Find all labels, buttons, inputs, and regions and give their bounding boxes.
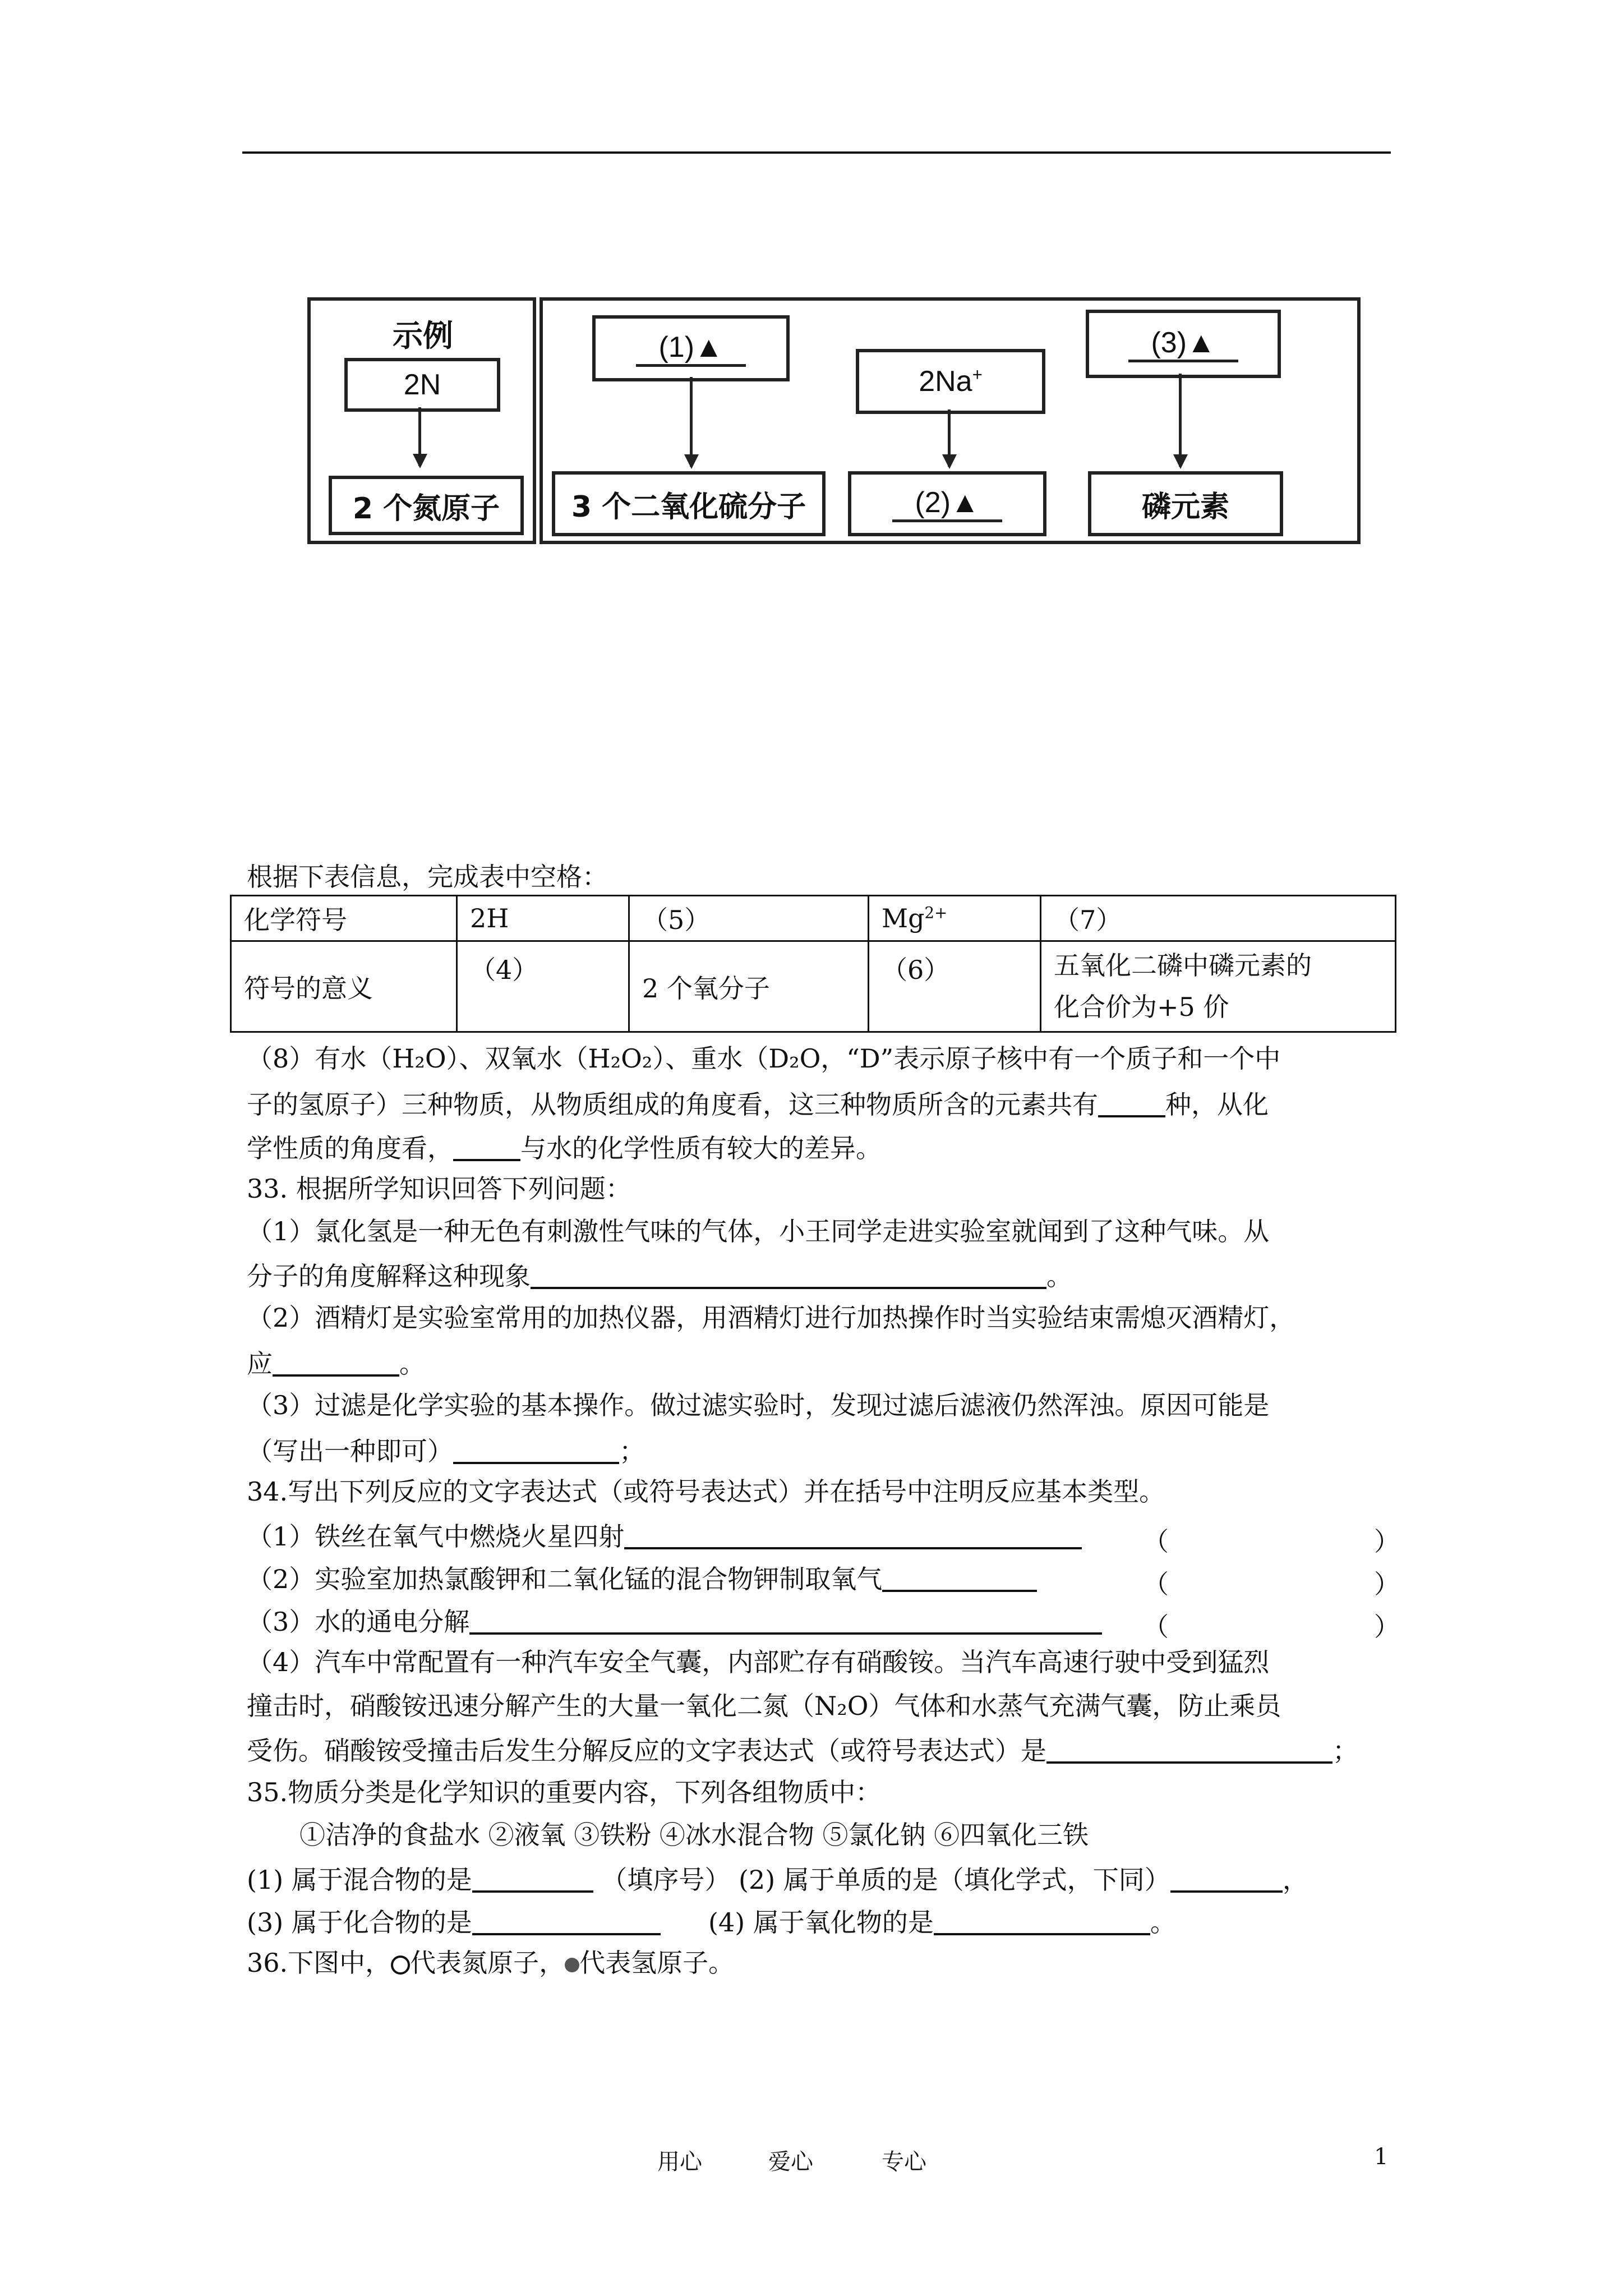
blank-box-1 <box>592 315 790 381</box>
blank-box-2 <box>848 471 1046 536</box>
answer-blank[interactable] <box>1098 1089 1165 1117</box>
type-paren-close: ） <box>1374 1569 1400 1599</box>
blank-1: (1)▲ <box>636 330 745 367</box>
type-paren-open: （ <box>1143 1569 1169 1599</box>
symbol-2: 2Na+ <box>919 365 983 398</box>
answer-blank[interactable] <box>472 1907 661 1935</box>
q33-p2-line2: 应 。 <box>247 1349 425 1379</box>
q33-p2-line1: （2）酒精灯是实验室常用的加热仪器，用酒精灯进行加热操作时当实验结束需熄灭酒精灯， <box>247 1303 1295 1333</box>
type-paren-open: （ <box>1143 1526 1169 1557</box>
type-paren-close: ） <box>1374 1612 1400 1642</box>
arrow-icon <box>948 409 951 467</box>
answer-blank[interactable] <box>531 1261 1046 1289</box>
example-meaning-box <box>329 476 524 535</box>
answer-blank[interactable] <box>469 1607 1102 1635</box>
page-number: 1 <box>1374 2144 1389 2170</box>
q34-r4-line3: 受伤。硝酸铵受撞击后发生分解反应的文字表达式（或符号表达式）是 ； <box>247 1736 1358 1766</box>
table-cell: $Mg^{2+}$ <box>869 896 1041 941</box>
q35-line2: (3) 属于化合物的是 (4) 属于氧化物的是 。 <box>247 1907 1176 1938</box>
answer-blank[interactable] <box>1046 1736 1332 1764</box>
answer-blank[interactable] <box>882 1564 1037 1592</box>
q32-p8-line2: 子的氢原子）三种物质，从物质组成的角度看，这三种物质所含的元素共有 种，从化 <box>247 1089 1269 1120</box>
answer-blank[interactable] <box>453 1133 520 1161</box>
table-cell: 符号的意义 <box>231 941 457 1032</box>
example-title: 示例 <box>393 318 453 353</box>
table-cell: （4） <box>457 941 629 1032</box>
q33-p1-line2: 分子的角度解释这种现象 。 <box>247 1261 1072 1291</box>
q34-reaction-3: （3）水的通电分解 <box>247 1607 1102 1635</box>
footer-motto-1: 用心 <box>657 2149 702 2175</box>
q35-items: ①洁净的食盐水 ②液氧 ③铁粉 ④冰水混合物 ⑤氯化钠 ⑥四氧化三铁 <box>299 1820 1089 1850</box>
header-rule <box>242 151 1391 154</box>
meaning-box-3 <box>1088 471 1283 536</box>
q35-line1: (1) 属于混合物的是 （填序号） (2) 属于单质的是（填化学式，下同） ， <box>247 1865 1308 1895</box>
arrow-icon <box>690 377 693 467</box>
table-cell: （7） <box>1041 896 1396 941</box>
q33-p1-line1: （1）氯化氢是一种无色有刺激性气味的气体，小王同学走进实验室就闻到了这种气味。从 <box>247 1216 1270 1246</box>
q36-title: 36.下图中， 代表氮原子， 代表氢原子。 <box>247 1948 735 1978</box>
example-meaning: 2 个氮原子 <box>352 491 500 526</box>
symbol-table <box>230 895 1396 1033</box>
q34-reaction-2: （2）实验室加热氯酸钾和二氧化锰的混合物钾制取氧气 <box>247 1564 1037 1592</box>
q33-p3-line1: （3）过滤是化学实验的基本操作。做过滤实验时，发现过滤后滤液仍然浑浊。原因可能是 <box>247 1390 1270 1420</box>
table-cell: （6） <box>869 941 1041 1032</box>
answer-blank[interactable] <box>472 1865 593 1893</box>
type-paren-open: （ <box>1143 1612 1169 1642</box>
meaning-box-1 <box>552 471 826 536</box>
table-row <box>231 941 1396 1032</box>
table-cell: 化学符号 <box>231 896 457 941</box>
q33-title: 33. 根据所学知识回答下列问题： <box>247 1174 631 1204</box>
q35-title: 35.物质分类是化学知识的重要内容，下列各组物质中： <box>247 1777 882 1807</box>
answer-blank[interactable] <box>624 1521 1082 1549</box>
table-intro: 根据下表信息，完成表中空格： <box>247 862 608 892</box>
answer-blank[interactable] <box>453 1436 619 1464</box>
example-symbol: 2N <box>403 369 441 401</box>
arrow-icon <box>418 407 421 466</box>
table-row <box>231 896 1396 941</box>
q34-reaction-1: （1）铁丝在氧气中燃烧火星四射 <box>247 1521 1082 1549</box>
example-symbol-box <box>344 358 500 412</box>
q34-r4-line1: （4）汽车中常配置有一种汽车安全气囊，内部贮存有硝酸铵。当汽车高速行驶中受到猛烈 <box>247 1647 1270 1677</box>
meaning-3: 磷元素 <box>1141 490 1229 524</box>
blank-2: (2)▲ <box>892 486 1002 522</box>
answer-blank[interactable] <box>1170 1865 1283 1893</box>
blank-3: (3)▲ <box>1128 326 1238 362</box>
arrow-icon <box>1179 374 1182 467</box>
symbol-box-2 <box>856 349 1045 414</box>
answer-blank[interactable] <box>273 1349 399 1377</box>
blank-box-3 <box>1086 310 1281 378</box>
q32-p8-line1: （8）有水（H₂O）、双氧水（H₂O₂）、重水（D₂O，“D”表示原子核中有一个质子和一个中 <box>247 1043 1281 1074</box>
table-cell: 五氧化二磷中磷元素的 化合价为+5 价 <box>1041 941 1396 1032</box>
q33-p3-line2: （写出一种即可） ； <box>247 1436 645 1466</box>
q34-r4-line2: 撞击时，硝酸铵迅速分解产生的大量一氧化二氮（N₂O）气体和水蒸气充满气囊，防止乘员 <box>247 1691 1281 1721</box>
table-cell: 2 个氧分子 <box>629 941 869 1032</box>
answer-blank[interactable] <box>934 1907 1150 1935</box>
table-cell: （5） <box>629 896 869 941</box>
table-cell: 2H <box>457 896 629 941</box>
meaning-1: 3 个二氧化硫分子 <box>571 490 806 524</box>
hydrogen-atom-icon <box>565 1958 579 1972</box>
q32-p8-line3: 学性质的角度看， 与水的化学性质有较大的差异。 <box>247 1133 882 1163</box>
q34-title: 34.写出下列反应的文字表达式（或符号表达式）并在括号中注明反应基本类型。 <box>247 1476 1165 1507</box>
footer-motto-2: 爱心 <box>768 2149 813 2175</box>
footer-motto-3: 专心 <box>882 2149 926 2175</box>
type-paren-close: ） <box>1374 1526 1400 1557</box>
nitrogen-atom-icon <box>391 1955 410 1975</box>
